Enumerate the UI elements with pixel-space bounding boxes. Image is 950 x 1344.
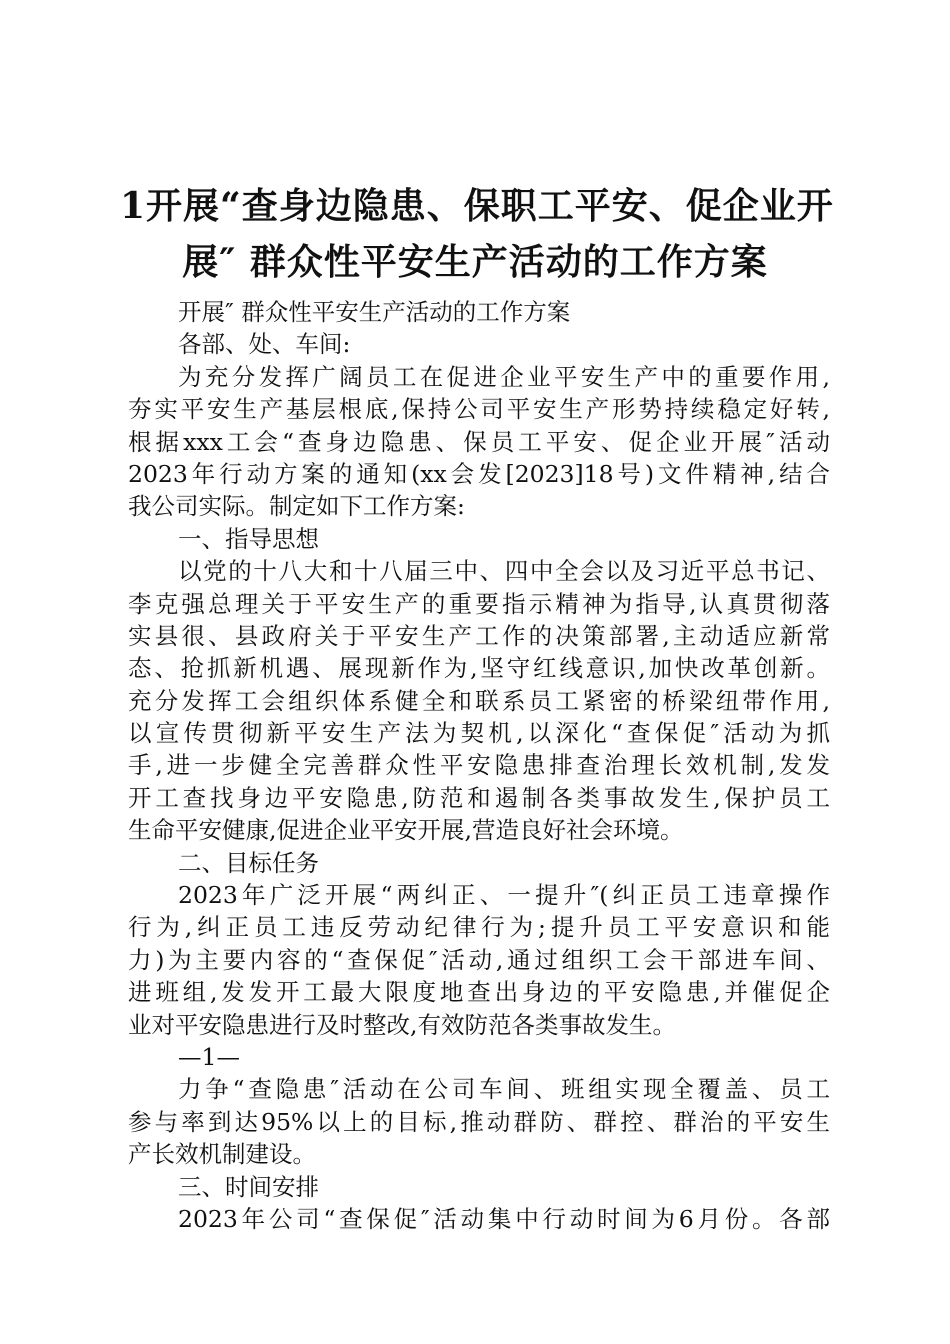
paragraph-line: 参与率到达95%以上的目标,推动群防、群控、群治的平安生 [128, 1107, 830, 1136]
paragraph-line: 开工查找身边平安隐患,防范和遏制各类事故发生,保护员工 [128, 783, 830, 812]
paragraph-line: 李克强总理关于平安生产的重要指示精神为指导,认真贯彻落 [128, 589, 830, 618]
paragraph-line: 夯实平安生产基层根底,保持公司平安生产形势持续稳定好转, [128, 395, 830, 424]
paragraph-line: 为充分发挥广阔员工在促进企业平安生产中的重要作用, [178, 362, 830, 391]
paragraph-line: 2023年广泛开展“两纠正、一提升″(纠正员工违章操作 [178, 881, 830, 910]
section-heading: 二、目标任务 [178, 848, 319, 877]
paragraph-line: 2023年行动方案的通知(xx会发[2023]18号)文件精神,结合 [128, 459, 830, 488]
paragraph-line: 我公司实际。制定如下工作方案: [128, 492, 465, 521]
document-title-line-1: 1开展“查身边隐患、保职工平安、促企业开 [120, 185, 834, 227]
paragraph-line: 行为,纠正员工违反劳动纪律行为;提升员工平安意识和能 [128, 913, 830, 942]
paragraph-line: 业对平安隐患进行及时整改,有效防范各类事故发生。 [128, 1010, 676, 1039]
subtitle-line: 开展″ 群众性平安生产活动的工作方案 [178, 298, 571, 326]
paragraph-line: 手,进一步健全完善群众性平安隐患排查治理长效机制,发发 [128, 751, 830, 780]
paragraph-line: 态、抢抓新机遇、展现新作为,坚守红线意识,加快改革创新。 [128, 654, 830, 683]
paragraph-line: 以宣传贯彻新平安生产法为契机,以深化“查保促″活动为抓 [128, 719, 830, 748]
paragraph-line: 力争“查隐患″活动在公司车间、班组实现全覆盖、员工 [178, 1075, 830, 1104]
paragraph-line: 根据xxx工会“查身边隐患、保员工平安、促企业开展″活动 [128, 427, 830, 456]
paragraph-line: 实县很、县政府关于平安生产工作的决策部署,主动适应新常 [128, 621, 830, 650]
paragraph-line: 2023年公司“查保促″活动集中行动时间为6月份。各部 [178, 1204, 830, 1233]
paragraph-line: 生命平安健康,促进企业平安开展,营造良好社会环境。 [128, 816, 684, 845]
paragraph-line: 以党的十八大和十八届三中、四中全会以及习近平总书记、 [178, 557, 830, 586]
paragraph-line: 产长效机制建设。 [128, 1140, 316, 1169]
salutation-line: 各部、处、车间: [178, 330, 351, 359]
section-heading: 一、指导思想 [178, 524, 319, 553]
document-title-line-2: 展″ 群众性平安生产活动的工作方案 [182, 241, 768, 283]
paragraph-line: 力)为主要内容的“查保促″活动,通过组织工会干部进车间、 [128, 945, 830, 974]
paragraph-line: 充分发挥工会组织体系健全和联系员工紧密的桥梁纽带作用, [128, 686, 830, 715]
section-heading: 三、时间安排 [178, 1172, 319, 1201]
document-body [128, 296, 830, 1235]
paragraph-line: 进班组,发发开工最大限度地查出身边的平安隐患,并催促企 [128, 978, 830, 1007]
page-number: —1— [178, 1042, 240, 1071]
